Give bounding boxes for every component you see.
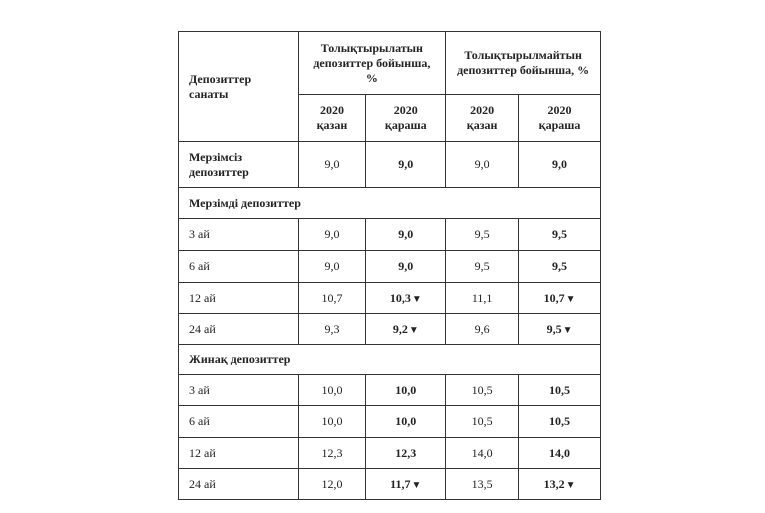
value-text: 10,5: [471, 382, 493, 397]
value-cell: [519, 375, 601, 406]
value-cell: [366, 314, 446, 345]
value-text: 12,3: [395, 445, 417, 460]
section-label: Жинақ депозиттер: [179, 345, 601, 375]
value-cell: [446, 142, 519, 188]
value-cell: [366, 283, 446, 314]
value-text: 10,0: [321, 382, 343, 397]
value-cell: [298, 142, 366, 188]
value-text: 9,5: [474, 227, 490, 241]
table-row: [179, 406, 601, 438]
value-text: 10,7: [543, 290, 565, 305]
value-cell: [366, 406, 446, 438]
value-text: 9,5: [552, 259, 568, 273]
value-text: 11,1: [471, 290, 493, 305]
value-text: 10,0: [395, 382, 417, 397]
value-cell: [519, 314, 601, 345]
value-cell: [446, 406, 519, 438]
value-text: 10,5: [549, 382, 571, 397]
down-arrow-icon: ▼: [411, 293, 422, 305]
value-text: 11,7: [390, 476, 411, 491]
row-label: 6 ай: [179, 406, 299, 438]
value-cell: [366, 142, 446, 188]
value-cell: [298, 438, 366, 469]
row-label: 3 ай: [179, 219, 299, 251]
value-cell: [446, 438, 519, 469]
table-row: [179, 219, 601, 251]
down-arrow-icon: ▼: [411, 479, 422, 491]
value-cell: [519, 142, 601, 188]
down-arrow-icon: ▼: [565, 479, 576, 491]
value-cell: [366, 438, 446, 469]
row-label: 24 ай: [179, 314, 299, 345]
value-cell: [519, 219, 601, 251]
deposit-rates-table: [178, 31, 601, 500]
value-cell: [366, 375, 446, 406]
value-text: 9,5: [546, 321, 562, 336]
value-cell: [366, 469, 446, 500]
value-text: 9,0: [398, 157, 414, 171]
value-cell: [446, 469, 519, 500]
row-label: 6 ай: [179, 251, 299, 283]
table-row: [179, 469, 601, 500]
value-cell: [446, 219, 519, 251]
value-text: 10,0: [395, 414, 417, 428]
table-row: [179, 314, 601, 345]
value-text: 10,5: [471, 414, 493, 428]
value-text: 9,0: [398, 259, 414, 273]
value-text: 9,2: [392, 321, 408, 336]
value-cell: [519, 251, 601, 283]
value-text: 9,5: [474, 259, 490, 273]
value-text: 14,0: [471, 445, 493, 460]
value-cell: [298, 375, 366, 406]
value-cell: [446, 314, 519, 345]
value-cell: [446, 251, 519, 283]
row-label: 3 ай: [179, 375, 299, 406]
subheader-nov-2020: 2020 қараша: [519, 95, 601, 142]
value-cell: [366, 251, 446, 283]
value-text: 9,0: [398, 227, 414, 241]
table-row: [179, 142, 601, 188]
value-text: 13,5: [471, 476, 493, 491]
row-label: 12 ай: [179, 283, 299, 314]
value-cell: [519, 283, 601, 314]
value-cell: [298, 469, 366, 500]
down-arrow-icon: ▼: [408, 324, 419, 336]
value-text: 10,7: [321, 290, 343, 305]
value-text: 13,2: [543, 476, 565, 491]
subheader-oct-2020: 2020 қазан: [446, 95, 519, 142]
row-label: 12 ай: [179, 438, 299, 469]
value-cell: [298, 406, 366, 438]
value-cell: [519, 438, 601, 469]
down-arrow-icon: ▼: [565, 293, 576, 305]
value-text: 9,3: [324, 321, 340, 336]
value-text: 9,0: [324, 227, 340, 241]
value-text: 9,0: [474, 157, 490, 171]
value-text: 10,0: [321, 414, 343, 428]
section-label: Мерзімді депозиттер: [179, 188, 601, 219]
table-row: [179, 438, 601, 469]
value-cell: [298, 283, 366, 314]
value-text: 9,5: [552, 227, 568, 241]
value-text: 12,3: [321, 445, 343, 460]
value-text: 9,0: [552, 157, 568, 171]
row-label: 24 ай: [179, 469, 299, 500]
table-row: [179, 283, 601, 314]
value-cell: [519, 406, 601, 438]
value-text: 9,0: [324, 157, 340, 171]
value-text: 9,6: [474, 321, 490, 336]
value-text: 10,5: [549, 414, 571, 428]
down-arrow-icon: ▼: [562, 324, 573, 336]
value-text: 14,0: [549, 445, 571, 460]
value-text: 12,0: [321, 476, 343, 491]
value-text: 9,0: [324, 259, 340, 273]
group-header-non-replenishable: Толықтырылмайтын депозиттер бойынша, %: [446, 32, 601, 95]
subheader-nov-2020: 2020 қараша: [366, 95, 446, 142]
group-header-replenishable: Толықтырылатын депозиттер бойынша, %: [298, 32, 446, 95]
value-cell: [298, 219, 366, 251]
subheader-oct-2020: 2020 қазан: [298, 95, 366, 142]
value-text: 10,3: [389, 290, 411, 305]
row-label: Мерзімсіз депозиттер: [179, 142, 299, 188]
value-cell: [519, 469, 601, 500]
value-cell: [298, 251, 366, 283]
category-header: Депозиттер санаты: [179, 32, 299, 142]
value-cell: [446, 283, 519, 314]
value-cell: [446, 375, 519, 406]
section-row: [179, 188, 601, 219]
value-cell: [366, 219, 446, 251]
value-cell: [298, 314, 366, 345]
table-row: [179, 251, 601, 283]
section-row: [179, 345, 601, 375]
table-row: [179, 375, 601, 406]
